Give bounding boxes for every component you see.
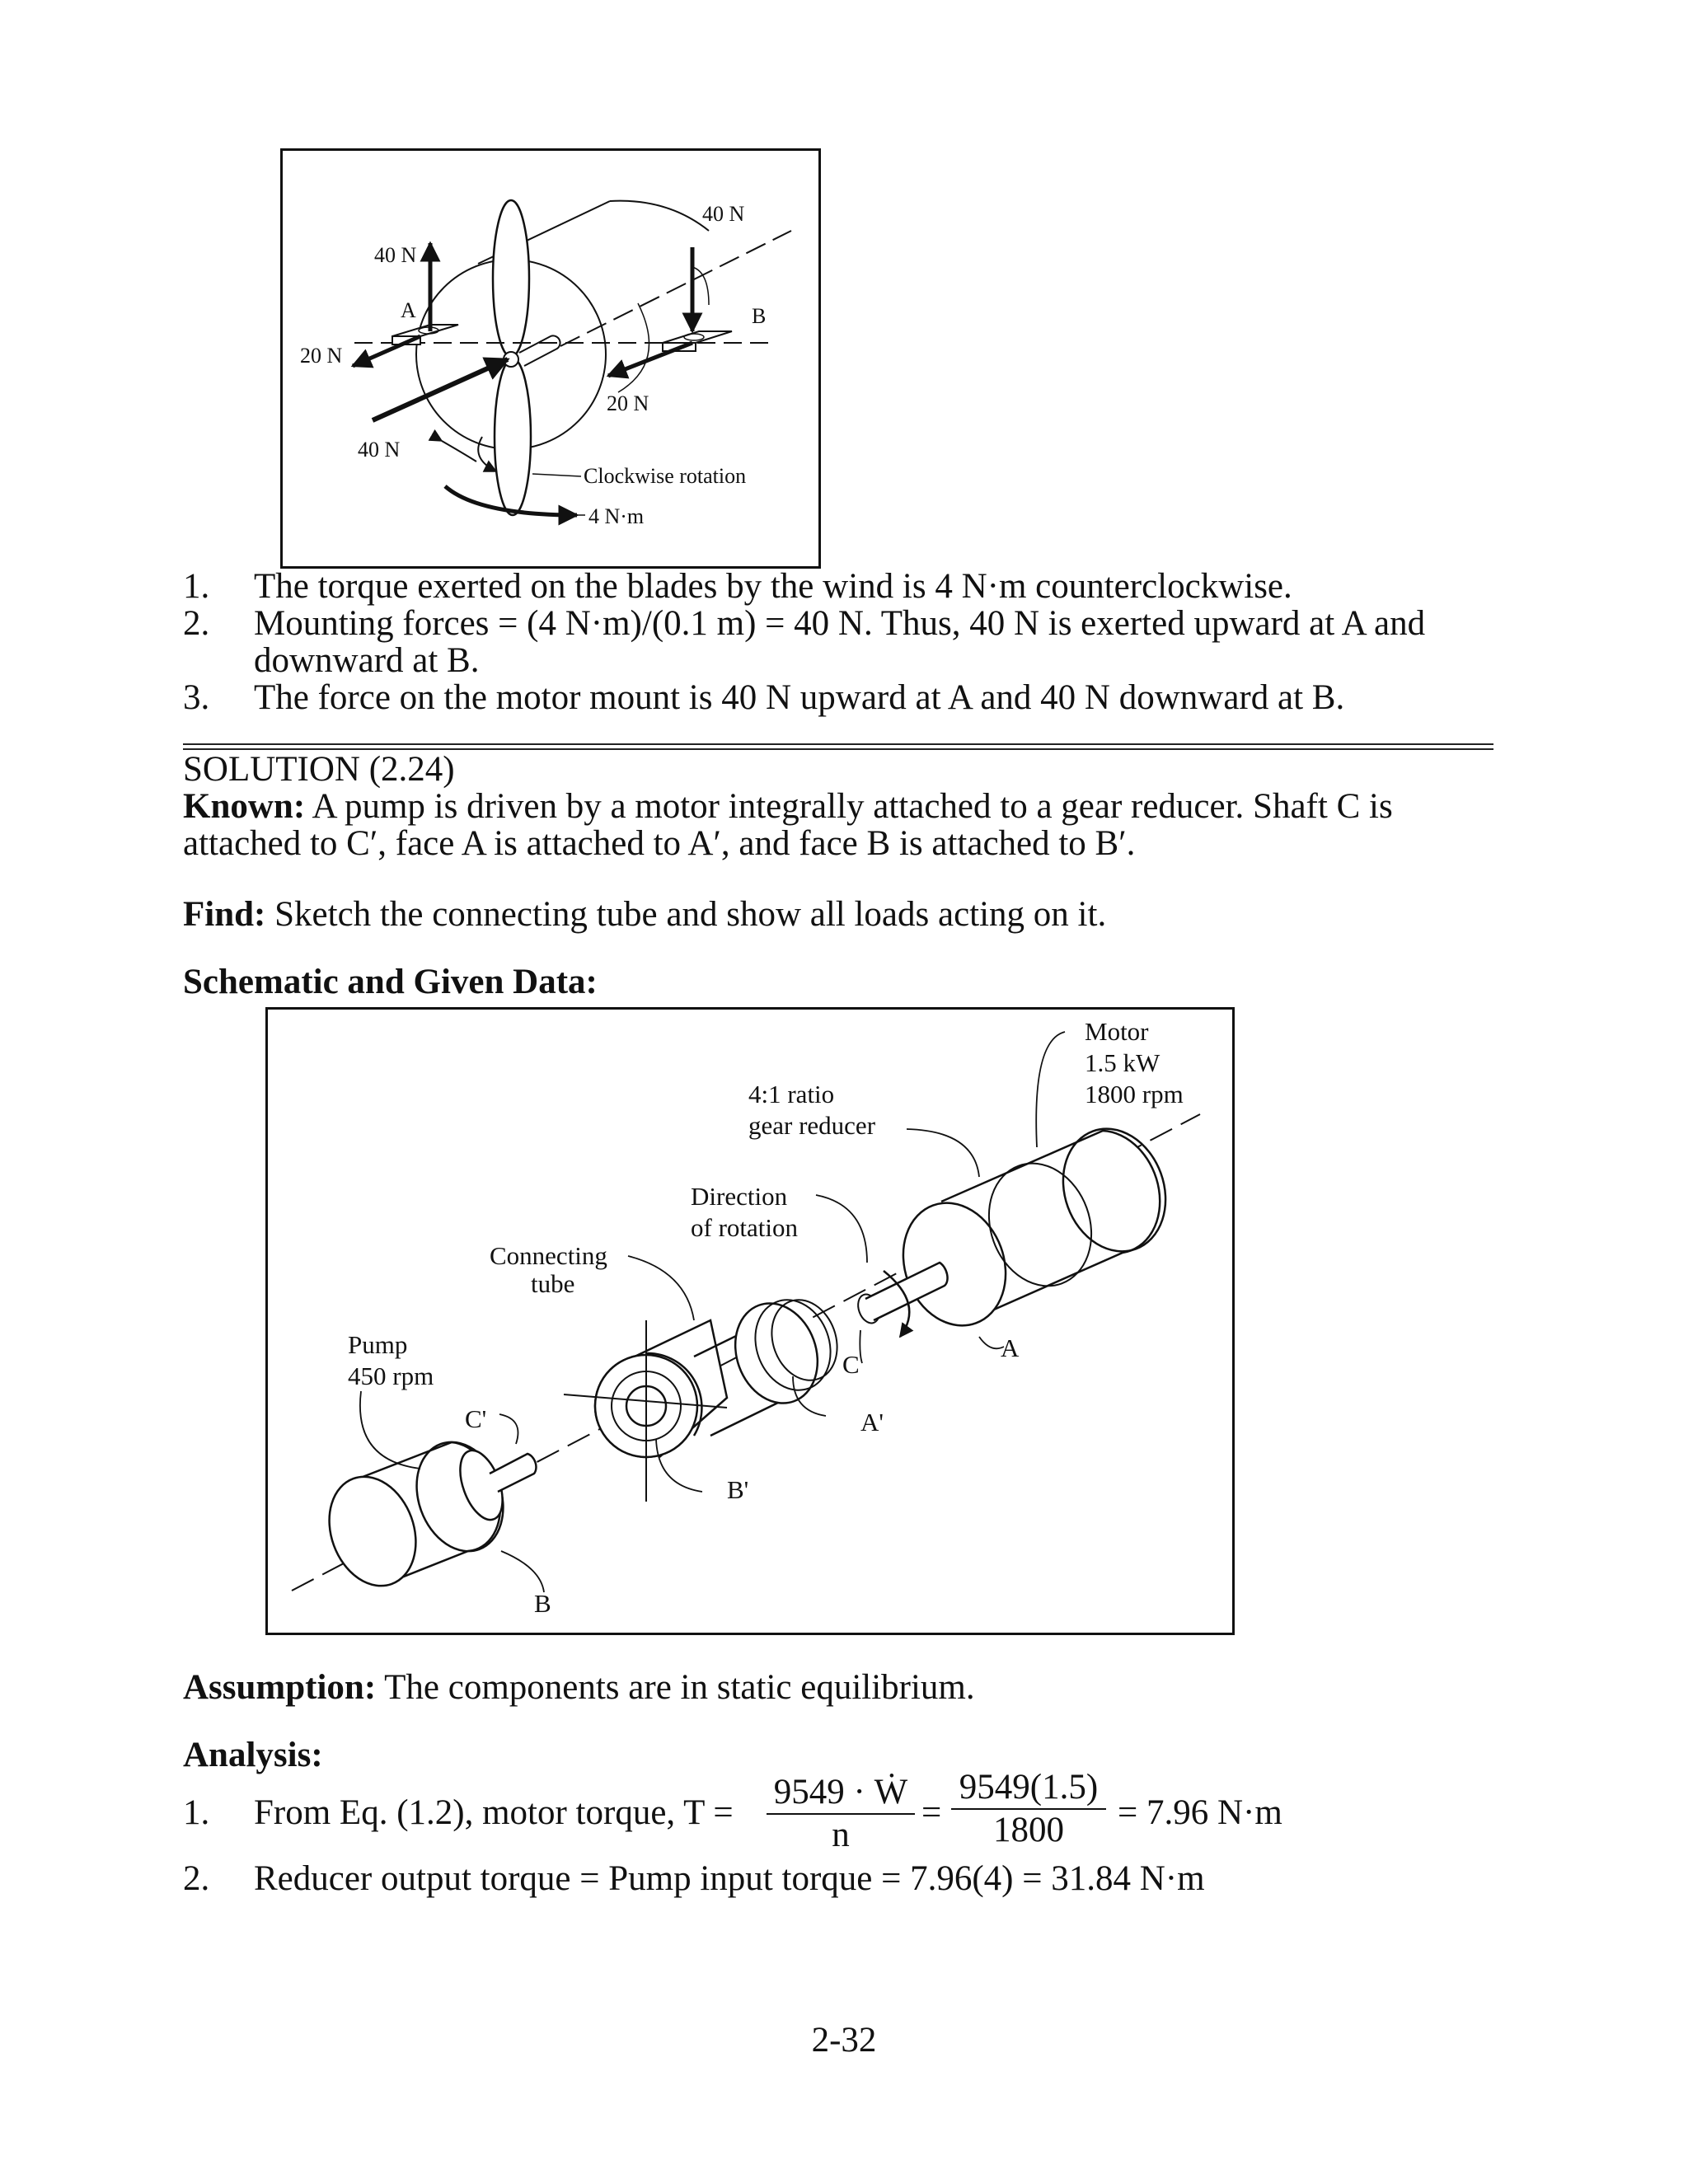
figure-fan-mount-drawing (280, 148, 821, 569)
label-40n-left: 40 N (374, 243, 417, 267)
known-label: Known: (183, 787, 306, 826)
label-gear-reducer: gear reducer (748, 1111, 876, 1140)
list-number: 2. (183, 604, 210, 643)
figure-fan-mount (280, 148, 821, 569)
label-of-rotation: of rotation (691, 1213, 798, 1242)
label-direction: Direction (691, 1182, 788, 1211)
label-gear-ratio: 4:1 ratio (748, 1080, 835, 1108)
fraction-bar (767, 1813, 915, 1815)
solution-heading: SOLUTION (2.24) (183, 750, 455, 789)
analysis-heading: Analysis: (183, 1736, 323, 1774)
fraction-motor-torque-values (951, 1769, 1106, 1849)
label-b: B (534, 1589, 551, 1618)
analysis-item-1-result: = 7.96 N·m (1118, 1793, 1282, 1832)
label-tube: tube (531, 1269, 575, 1298)
section-divider (183, 743, 1493, 745)
analysis-item-1-number: 1. (183, 1793, 210, 1832)
fraction-denominator: 1800 (993, 1811, 1064, 1849)
page-number: 2-32 (811, 2021, 877, 2060)
list-number: 1. (183, 567, 210, 606)
label-clockwise-rotation: Clockwise rotation (584, 464, 747, 488)
fraction-denominator: n (832, 1816, 850, 1854)
fraction-bar (951, 1808, 1106, 1810)
find-paragraph (183, 895, 1106, 935)
label-motor-speed: 1800 rpm (1085, 1080, 1184, 1108)
label-point-a: A (401, 298, 416, 322)
label-c: C (842, 1350, 860, 1379)
fraction-numerator: 9549(1.5) (959, 1768, 1099, 1807)
label-a-prime: A' (860, 1408, 884, 1436)
label-b-prime: B' (727, 1475, 749, 1504)
known-paragraph-line-1 (183, 787, 1393, 827)
label-40n-top-right: 40 N (702, 202, 745, 226)
assumption-label: Assumption: (183, 1668, 377, 1707)
label-motor-power: 1.5 kW (1085, 1048, 1160, 1077)
label-pump-speed: 450 rpm (348, 1361, 434, 1390)
assumption-text: The components are in static equilibrium. (376, 1668, 975, 1707)
label-20n-mid: 20 N (607, 391, 649, 415)
list-text-continued: downward at B. (254, 641, 480, 680)
figure-pump-schematic (265, 1007, 1235, 1635)
label-c-prime: C' (465, 1404, 487, 1433)
label-motor: Motor (1085, 1017, 1149, 1046)
analysis-item-1-prefix: From Eq. (1.2), motor torque, T = (254, 1793, 734, 1832)
label-connecting: Connecting (490, 1241, 607, 1270)
find-label: Find: (183, 895, 266, 934)
analysis-item-2-number: 2. (183, 1859, 210, 1898)
analysis-item-2-text: Reducer output torque = Pump input torque = 7.96(4) = 31.84 N·m (254, 1859, 1205, 1898)
label-point-b: B (752, 304, 767, 328)
known-paragraph-line-2: attached to C′, face A is attached to A′, and face B is attached to B′. (183, 824, 1136, 863)
label-pump: Pump (348, 1330, 408, 1359)
label-torque-4nm: 4 N·m (588, 504, 645, 528)
label-20n-left: 20 N (300, 344, 343, 368)
label-40n-bottom: 40 N (358, 438, 401, 462)
list-number: 3. (183, 678, 210, 717)
known-text: A pump is driven by a motor integrally attached to a gear reducer. Shaft C is (305, 787, 1393, 826)
figure-pump-schematic-drawing (265, 1007, 1235, 1635)
list-text: The force on the motor mount is 40 N upward at A and 40 N downward at B. (254, 678, 1345, 717)
find-text: Sketch the connecting tube and show all loads acting on it. (265, 895, 1107, 934)
list-text: Mounting forces = (4 N·m)/(0.1 m) = 40 N. Thus, 40 N is exerted upward at A and (254, 604, 1426, 643)
list-text: The torque exerted on the blades by the wind is 4 N·m counterclockwise. (254, 567, 1292, 606)
fraction-motor-torque-formula (767, 1774, 915, 1854)
label-a: A (1001, 1333, 1020, 1362)
fraction-numerator: 9549 · Ẇ (773, 1773, 908, 1811)
list-item-2-cont (254, 641, 479, 681)
equals-sign: = (921, 1793, 942, 1832)
assumption-paragraph (183, 1668, 975, 1708)
schematic-heading: Schematic and Given Data: (183, 963, 598, 1001)
